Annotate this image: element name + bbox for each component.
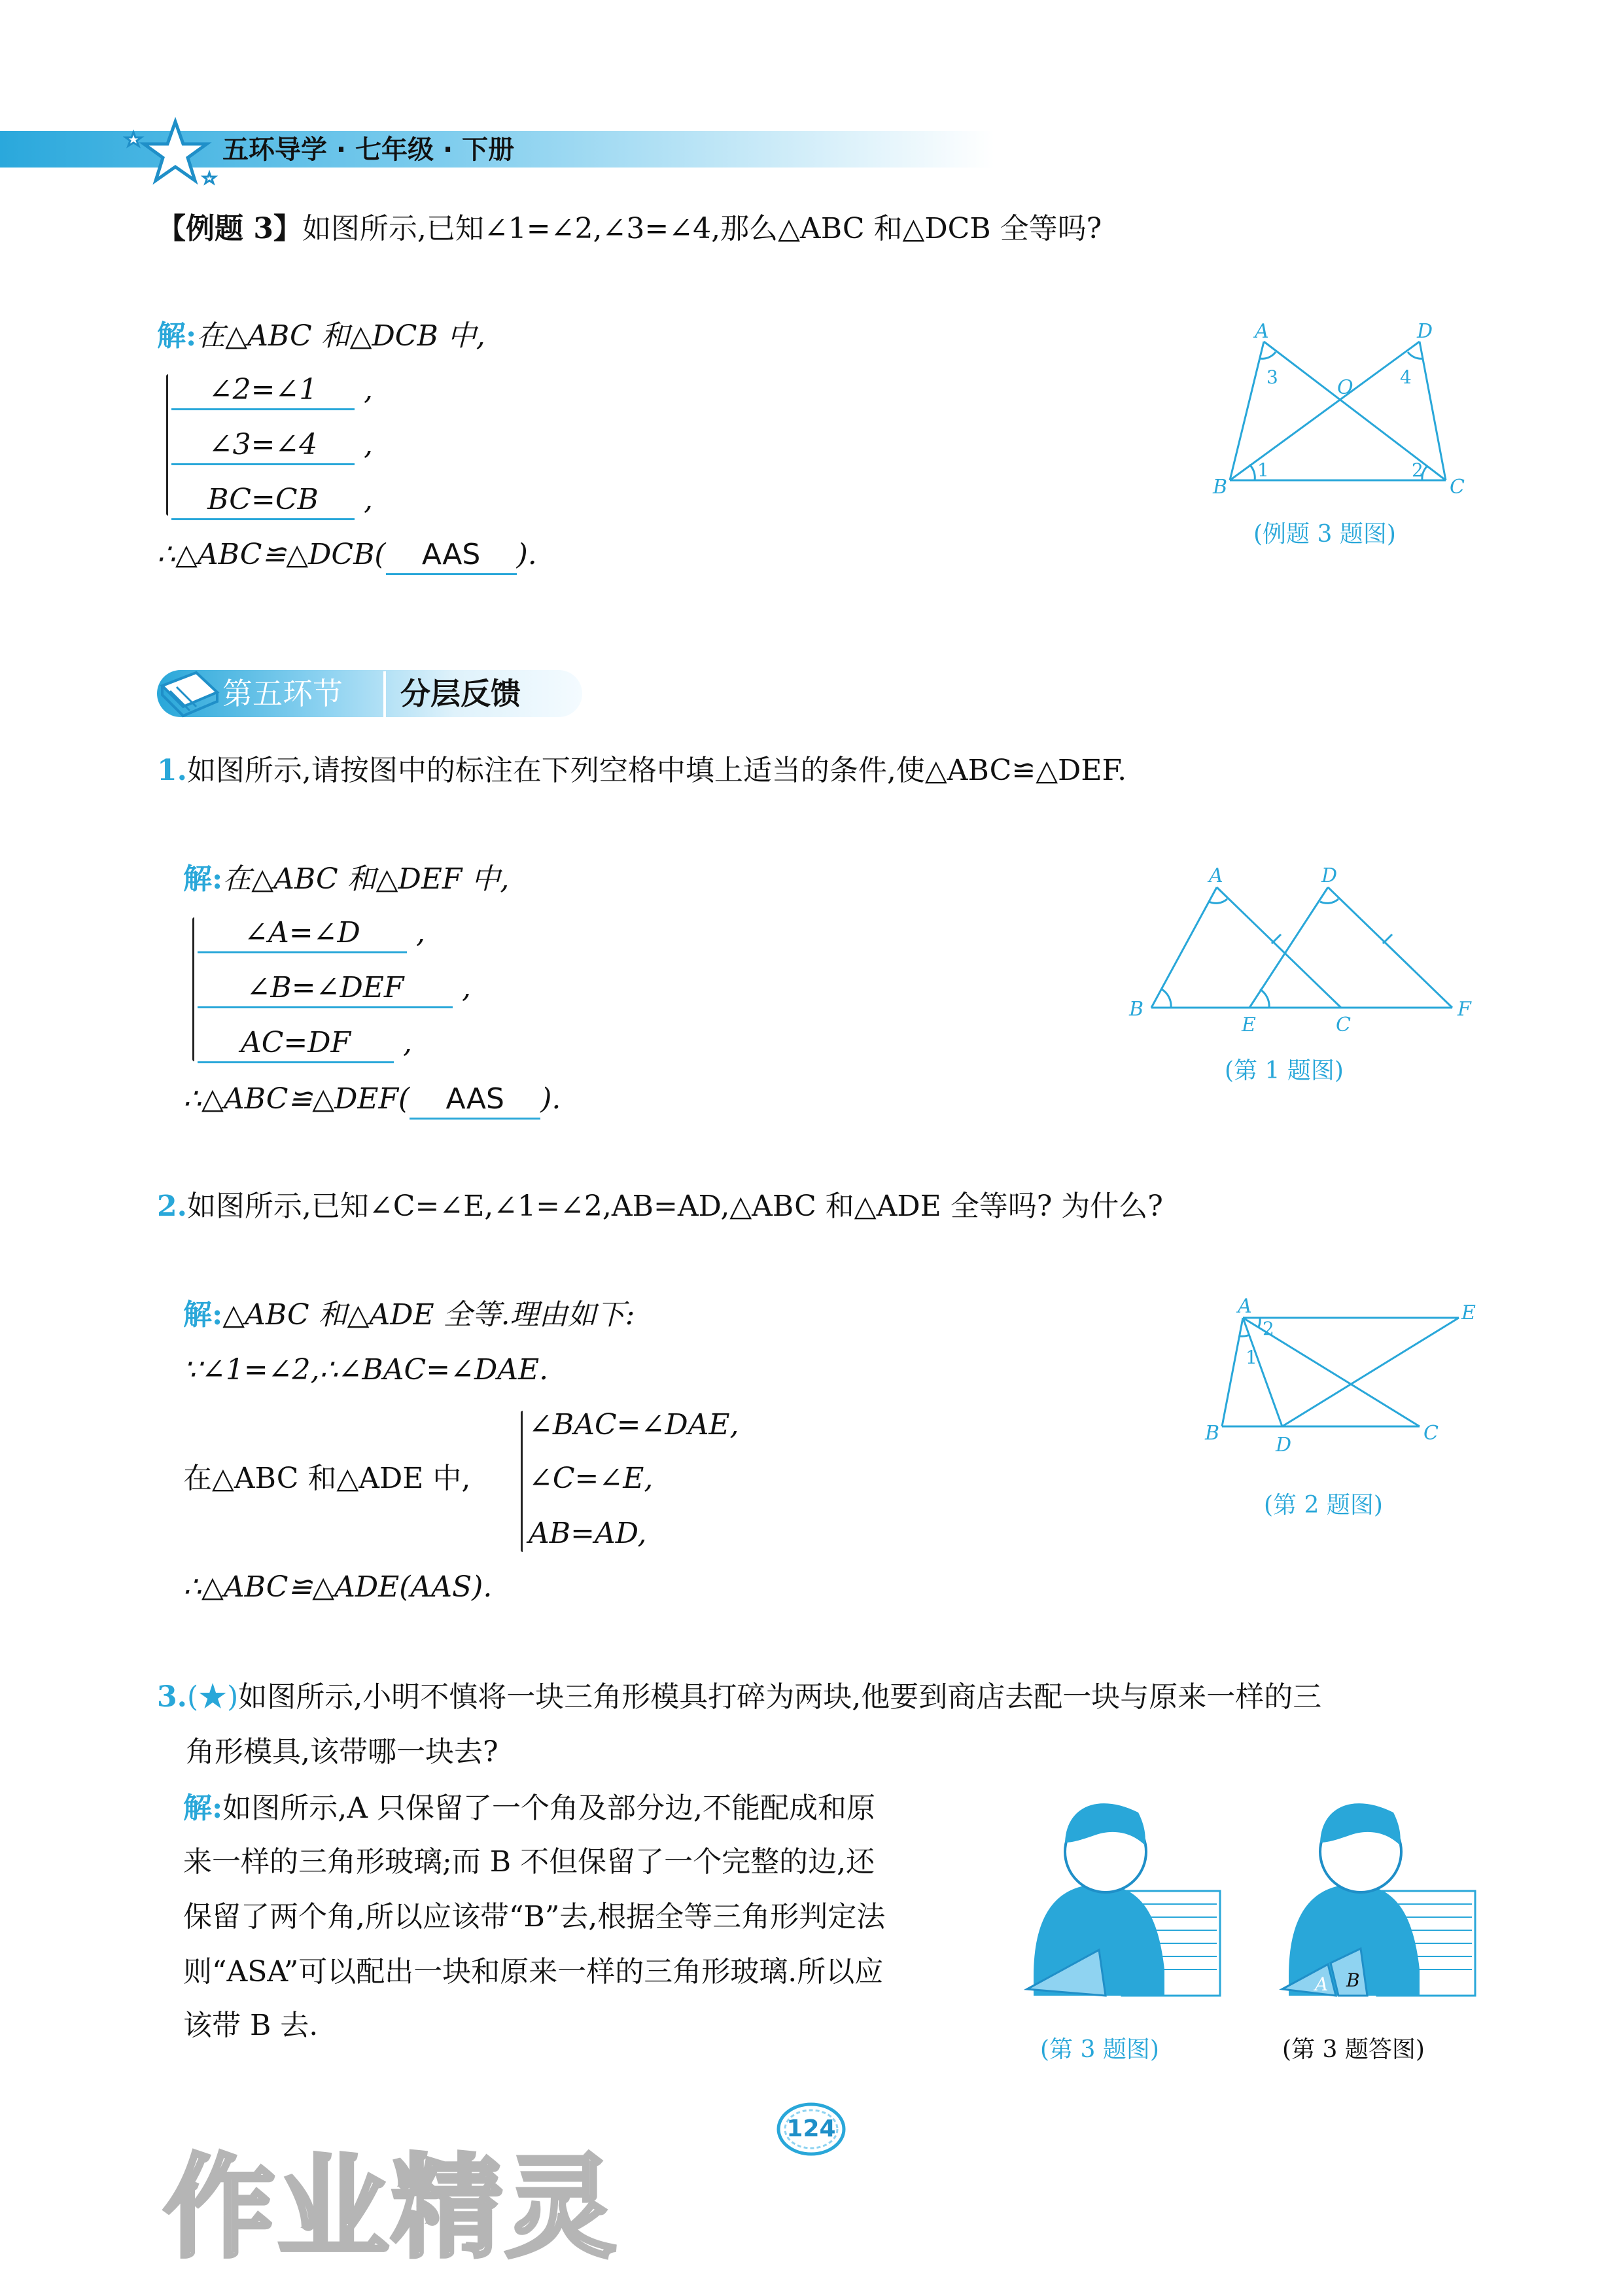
section-title: 分层反馈 (400, 676, 521, 711)
q3-answer-text: 如图所示,A 只保留了一个角及部分边,不能配成和原 (222, 1792, 875, 1825)
label-B: B (1205, 1422, 1220, 1445)
angle-arc (1320, 899, 1338, 903)
q1-question (157, 752, 1126, 789)
blank-field: BC=CB (171, 482, 355, 520)
header-title: 五环导学 · 七年级 · 下册 (222, 135, 515, 165)
blank-field: ∠A=∠D (198, 915, 407, 953)
example3-cond-2: ∠3=∠4 , (171, 427, 373, 465)
edge-DE (1282, 1318, 1459, 1426)
example3-conclusion (157, 537, 537, 575)
angle-arc (1249, 465, 1255, 480)
q2-brace (521, 1411, 523, 1552)
solution-label: 解: (183, 862, 223, 896)
example3-cond-1: ∠2=∠1 , (171, 372, 373, 410)
angle-arc (1260, 989, 1269, 1008)
q1-intro: 在△ABC 和△DEF 中, (222, 862, 510, 896)
angle-label-4: 4 (1400, 366, 1412, 388)
q2-number: 2. (157, 1190, 187, 1223)
angle-arc (1240, 1335, 1249, 1336)
section-header (157, 666, 582, 721)
q3-answer-line5: 该带 B 去. (183, 2009, 319, 2042)
angle-label-2: 2 (1263, 1318, 1274, 1339)
label-A: A (1209, 864, 1223, 887)
label-E: E (1461, 1301, 1476, 1324)
q3-answer-caption: (第 3 题答图) (1282, 2036, 1425, 2063)
edge-AB (1151, 887, 1217, 1008)
q1-solution-intro (183, 861, 509, 898)
q3-figure-caption: (第 3 题图) (1040, 2036, 1159, 2063)
page-number-badge (775, 2102, 847, 2157)
conclusion-post: ). (516, 538, 537, 571)
blank-field: AC=DF (198, 1025, 394, 1063)
solution-label: 解: (183, 1792, 223, 1825)
angle-label-1: 1 (1246, 1347, 1257, 1368)
edge-AC (1217, 887, 1341, 1008)
q1-figure-caption: (第 1 题图) (1225, 1057, 1344, 1084)
blank-field: ∠B=∠DEF (198, 970, 453, 1008)
angle-label-1: 1 (1257, 459, 1269, 481)
edge-DF (1328, 887, 1452, 1008)
label-C: C (1336, 1014, 1351, 1034)
solution-label: 解: (157, 319, 197, 353)
q3-question-line1 (157, 1679, 1321, 1716)
star-logo-icon (123, 116, 221, 188)
example3-figure-caption: (例题 3 题图) (1253, 521, 1396, 548)
q2-cond-3: AB=AD, (529, 1517, 647, 1550)
label-A: A (1255, 321, 1269, 343)
q1-cond-2: ∠B=∠DEF , (198, 970, 471, 1008)
angle-arc (1162, 989, 1171, 1008)
q2-intro: 在△ABC 和△ADE 中, (183, 1462, 471, 1495)
angle-arc (1260, 352, 1276, 359)
example3-question-text: 如图所示,已知∠1=∠2,∠3=∠4,那么△ABC 和△DCB 全等吗? (302, 212, 1102, 245)
q3-answer-line3: 保留了两个角,所以应该带“B”去,根据全等三角形判定法 (183, 1900, 886, 1934)
conclusion-pre: ∴△ABC≌△DCB( (157, 538, 386, 571)
q2-cond-2: ∠C=∠E, (529, 1462, 654, 1495)
q2-solution-line1 (183, 1297, 635, 1333)
tick-mark (1383, 934, 1392, 944)
q3-question-line2: 角形模具,该带哪一块去? (186, 1735, 498, 1769)
label-B: B (1129, 998, 1144, 1021)
q2-figure-caption: (第 2 题图) (1264, 1492, 1383, 1519)
q1-figure (1119, 864, 1485, 1034)
conclusion-post: ). (540, 1082, 561, 1116)
q1-question-text: 如图所示,请按图中的标注在下列空格中填上适当的条件,使△ABC≌△DEF. (186, 754, 1127, 787)
q2-question (157, 1188, 1163, 1225)
example3-cond-3: BC=CB , (171, 482, 373, 520)
q3-number: 3. (157, 1680, 187, 1714)
label-A: A (1238, 1296, 1252, 1318)
example3-brace (166, 374, 168, 516)
angle-label-2: 2 (1412, 459, 1423, 481)
label-C: C (1423, 1422, 1439, 1445)
q1-cond-1: ∠A=∠D , (198, 915, 425, 953)
q2-solution-line2: ∵∠1=∠2,∴∠BAC=∠DAE. (183, 1353, 549, 1386)
tick-mark (1272, 934, 1281, 944)
q1-conclusion (183, 1081, 561, 1120)
q2-question-text: 如图所示,已知∠C=∠E,∠1=∠2,AB=AD,△ABC 和△ADE 全等吗? 为什么? (186, 1190, 1163, 1223)
example3-tag: 【例题 3】 (157, 212, 302, 245)
angle-arc (1209, 899, 1227, 903)
edge-AB (1222, 1318, 1243, 1426)
star-icon: (★) (186, 1680, 239, 1714)
blank-field: ∠3=∠4 (171, 427, 355, 465)
label-D: D (1276, 1434, 1292, 1457)
label-B: B (1213, 476, 1228, 499)
angle-label-3: 3 (1266, 366, 1278, 388)
book-icon (157, 666, 222, 721)
q3-answer-line1 (183, 1790, 875, 1827)
q1-brace (192, 917, 194, 1061)
solution-label: 解: (183, 1298, 223, 1332)
q3-answer-line2: 来一样的三角形玻璃;而 B 不但保留了一个完整的边,还 (183, 1845, 875, 1879)
example3-question (157, 211, 1102, 247)
q3-question-text: 如图所示,小明不慎将一块三角形模具打碎为两块,他要到商店去配一块与原来一样的三 (238, 1680, 1322, 1714)
label-C: C (1450, 476, 1465, 499)
conclusion-pre: ∴△ABC≌△DEF( (183, 1082, 410, 1116)
q1-number: 1. (157, 754, 187, 787)
watermark: 作业精灵 (164, 2144, 620, 2273)
edge-CD (1420, 342, 1446, 480)
piece-label-B: B (1346, 1969, 1360, 1991)
label-O: O (1337, 376, 1353, 399)
piece-label-A: A (1315, 1973, 1329, 1995)
angle-arc (1259, 1318, 1260, 1327)
label-E: E (1242, 1014, 1256, 1034)
reason-field: AAS (410, 1081, 540, 1120)
example3-figure (1204, 321, 1478, 504)
label-D: D (1417, 321, 1433, 343)
blank-field: ∠2=∠1 (171, 372, 355, 410)
label-D: D (1321, 864, 1338, 887)
reason-field: AAS (386, 537, 517, 575)
q2-cond-1: ∠BAC=∠DAE, (529, 1408, 739, 1441)
section-name: 第五环节 (222, 676, 343, 711)
q2-conclusion: ∴△ABC≌△ADE(AAS). (183, 1570, 493, 1604)
q2-line1: △ABC 和△ADE 全等.理由如下: (222, 1298, 635, 1332)
example3-solution-intro (157, 318, 485, 355)
q3-answer-line4: 则“ASA”可以配出一块和原来一样的三角形玻璃.所以应 (183, 1955, 884, 1988)
q3-answer-illustration (1263, 1780, 1485, 2015)
section-divider (383, 671, 386, 717)
label-F: F (1457, 998, 1471, 1021)
q1-cond-3: AC=DF , (198, 1025, 412, 1063)
page-number: 124 (786, 2115, 836, 2142)
q2-figure (1204, 1296, 1478, 1459)
q3-figure-illustration (1007, 1780, 1230, 2015)
example3-intro: 在△ABC 和△DCB 中, (196, 319, 485, 353)
